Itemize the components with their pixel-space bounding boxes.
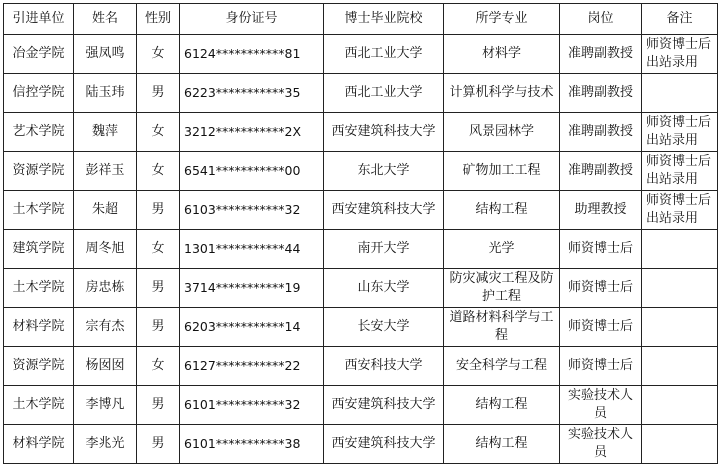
cell-post: 准聘副教授	[560, 35, 642, 74]
cell-unit: 建筑学院	[4, 230, 74, 269]
table-row	[4, 347, 718, 386]
cell-major: 结构工程	[444, 191, 560, 230]
cell-school: 东北大学	[324, 152, 444, 191]
table-row	[4, 425, 718, 464]
header-id-number: 身份证号	[180, 4, 324, 35]
cell-id-number: 6101***********38	[180, 425, 324, 464]
table-row	[4, 308, 718, 347]
cell-name: 陆玉玮	[74, 74, 137, 113]
cell-gender: 男	[137, 308, 180, 347]
cell-post: 实验技术人员	[560, 386, 642, 425]
cell-post: 助理教授	[560, 191, 642, 230]
cell-note: 师资博士后出站录用	[642, 35, 718, 74]
cell-major: 风景园林学	[444, 113, 560, 152]
cell-name: 宗有杰	[74, 308, 137, 347]
table-row	[4, 386, 718, 425]
cell-school: 山东大学	[324, 269, 444, 308]
cell-note	[642, 230, 718, 269]
cell-gender: 女	[137, 35, 180, 74]
cell-name: 朱超	[74, 191, 137, 230]
cell-unit: 材料学院	[4, 308, 74, 347]
cell-gender: 男	[137, 191, 180, 230]
cell-id-number: 6223***********35	[180, 74, 324, 113]
table-row	[4, 269, 718, 308]
cell-school: 西安建筑科技大学	[324, 386, 444, 425]
header-post: 岗位	[560, 4, 642, 35]
cell-id-number: 3714***********19	[180, 269, 324, 308]
cell-school: 南开大学	[324, 230, 444, 269]
cell-note	[642, 308, 718, 347]
cell-major: 计算机科学与技术	[444, 74, 560, 113]
cell-gender: 女	[137, 347, 180, 386]
cell-school: 西安建筑科技大学	[324, 113, 444, 152]
table-row	[4, 113, 718, 152]
cell-major: 结构工程	[444, 386, 560, 425]
cell-note	[642, 74, 718, 113]
cell-major: 结构工程	[444, 425, 560, 464]
header-school: 博士毕业院校	[324, 4, 444, 35]
cell-note: 师资博士后出站录用	[642, 191, 718, 230]
cell-name: 李兆光	[74, 425, 137, 464]
cell-note: 师资博士后出站录用	[642, 152, 718, 191]
table-row	[4, 74, 718, 113]
cell-post: 实验技术人员	[560, 425, 642, 464]
recruitment-table	[3, 3, 718, 464]
cell-major: 矿物加工工程	[444, 152, 560, 191]
cell-post: 师资博士后	[560, 347, 642, 386]
cell-major: 材料学	[444, 35, 560, 74]
cell-school: 西安建筑科技大学	[324, 191, 444, 230]
cell-unit: 资源学院	[4, 347, 74, 386]
cell-id-number: 6124***********81	[180, 35, 324, 74]
cell-unit: 资源学院	[4, 152, 74, 191]
cell-name: 强凤鸣	[74, 35, 137, 74]
cell-unit: 材料学院	[4, 425, 74, 464]
cell-id-number: 6203***********14	[180, 308, 324, 347]
cell-gender: 女	[137, 230, 180, 269]
table-row	[4, 152, 718, 191]
cell-note	[642, 269, 718, 308]
header-unit: 引进单位	[4, 4, 74, 35]
cell-school: 西北工业大学	[324, 35, 444, 74]
cell-note	[642, 425, 718, 464]
cell-name: 周冬旭	[74, 230, 137, 269]
cell-id-number: 6127***********22	[180, 347, 324, 386]
cell-major: 道路材料科学与工程	[444, 308, 560, 347]
cell-unit: 土木学院	[4, 191, 74, 230]
cell-post: 师资博士后	[560, 230, 642, 269]
cell-major: 安全科学与工程	[444, 347, 560, 386]
cell-note	[642, 386, 718, 425]
cell-school: 西北工业大学	[324, 74, 444, 113]
cell-id-number: 6103***********32	[180, 191, 324, 230]
cell-post: 准聘副教授	[560, 74, 642, 113]
cell-id-number: 1301***********44	[180, 230, 324, 269]
cell-unit: 信控学院	[4, 74, 74, 113]
cell-major: 防灾减灾工程及防护工程	[444, 269, 560, 308]
cell-post: 师资博士后	[560, 269, 642, 308]
cell-gender: 男	[137, 269, 180, 308]
header-name: 姓名	[74, 4, 137, 35]
cell-unit: 冶金学院	[4, 35, 74, 74]
cell-name: 杨囡囡	[74, 347, 137, 386]
cell-note: 师资博士后出站录用	[642, 113, 718, 152]
cell-id-number: 6541***********00	[180, 152, 324, 191]
cell-unit: 土木学院	[4, 269, 74, 308]
table-row	[4, 191, 718, 230]
cell-gender: 女	[137, 113, 180, 152]
cell-major: 光学	[444, 230, 560, 269]
cell-name: 房忠栋	[74, 269, 137, 308]
table-row	[4, 230, 718, 269]
cell-id-number: 6101***********32	[180, 386, 324, 425]
cell-id-number: 3212***********2X	[180, 113, 324, 152]
cell-post: 准聘副教授	[560, 152, 642, 191]
header-note: 备注	[642, 4, 718, 35]
cell-unit: 艺术学院	[4, 113, 74, 152]
cell-name: 李博凡	[74, 386, 137, 425]
header-major: 所学专业	[444, 4, 560, 35]
cell-school: 西安建筑科技大学	[324, 425, 444, 464]
cell-gender: 男	[137, 425, 180, 464]
cell-note	[642, 347, 718, 386]
table-row	[4, 35, 718, 74]
header-gender: 性别	[137, 4, 180, 35]
cell-name: 魏萍	[74, 113, 137, 152]
header-row	[4, 4, 718, 35]
cell-school: 西安科技大学	[324, 347, 444, 386]
cell-post: 准聘副教授	[560, 113, 642, 152]
cell-school: 长安大学	[324, 308, 444, 347]
cell-gender: 女	[137, 152, 180, 191]
cell-name: 彭祥玉	[74, 152, 137, 191]
cell-unit: 土木学院	[4, 386, 74, 425]
cell-post: 师资博士后	[560, 308, 642, 347]
cell-gender: 男	[137, 74, 180, 113]
cell-gender: 男	[137, 386, 180, 425]
